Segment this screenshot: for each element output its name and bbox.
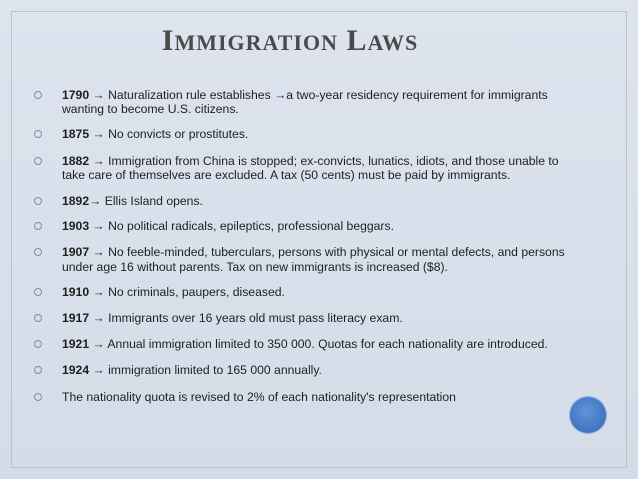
list-item-1903 <box>30 219 575 233</box>
arrow-icon: → <box>89 284 109 299</box>
item-year: 1903 <box>62 219 90 234</box>
title-part1-rest: MMIGRATION <box>174 30 339 55</box>
title-part2-rest: AWS <box>367 30 419 55</box>
item-text: immigration limited to 165 000 annually. <box>108 363 322 378</box>
title-part1-cap: I <box>161 24 175 57</box>
item-text: Immigrants over 16 years old must pass literacy exam. <box>108 311 403 326</box>
list-item-quota-revision <box>30 390 575 404</box>
list-item-1875 <box>30 127 575 141</box>
item-year: 1910 <box>62 284 90 299</box>
bullet-icon <box>34 222 42 230</box>
bullet-icon <box>34 130 42 138</box>
arrow-icon: → <box>89 311 109 326</box>
bullet-icon <box>34 288 42 296</box>
item-year: 1924 <box>62 363 90 378</box>
list-item-1882 <box>30 154 575 182</box>
list-item-1910 <box>30 285 575 299</box>
item-year: 1917 <box>62 311 90 326</box>
law-list <box>30 88 575 404</box>
item-text: Naturalization rule establishes →a two-year residency requirement for immigrants wanting to become U.S. citizens. <box>62 88 548 117</box>
arrow-icon: → <box>89 363 109 378</box>
item-year: 1921 <box>62 337 90 352</box>
list-item-1892 <box>30 194 575 208</box>
arrow-icon: → <box>89 127 109 142</box>
title-part2-cap: L <box>346 24 368 57</box>
item-text: No feeble-minded, tuberculars, persons with physical or mental defects, and persons under age 16 without parents. Tax on new immigrants is increased ($8). <box>62 245 565 274</box>
bullet-icon <box>34 91 42 99</box>
bullet-icon <box>34 157 42 165</box>
arrow-icon: → <box>89 245 109 260</box>
arrow-icon: → <box>89 88 109 102</box>
bullet-icon <box>34 340 42 348</box>
bullet-icon <box>34 393 42 401</box>
bullet-icon <box>34 197 42 205</box>
item-text: No political radicals, epileptics, professional beggars. <box>108 219 394 234</box>
item-year: 1875 <box>62 127 90 142</box>
slide-title <box>0 24 580 58</box>
bullet-icon <box>34 314 42 322</box>
list-item-1921 <box>30 337 575 351</box>
bullet-icon <box>34 366 42 374</box>
item-text: No criminals, paupers, diseased. <box>108 284 285 299</box>
arrow-icon: → <box>89 153 109 168</box>
item-text: No convicts or prostitutes. <box>108 127 249 142</box>
accent-circle-icon <box>570 397 606 433</box>
arrow-icon: → <box>89 219 109 234</box>
list-item-1924 <box>30 363 575 377</box>
item-year: 1790 <box>62 88 90 102</box>
item-year: 1882 <box>62 153 90 168</box>
item-text: Annual immigration limited to 350 000. Quotas for each nationality are introduced. <box>107 337 548 352</box>
list-item-1790 <box>30 88 575 116</box>
item-year: 1907 <box>62 245 90 260</box>
item-year: 1892 <box>62 194 90 209</box>
item-text: The nationality quota is revised to 2% of each nationality's representation <box>62 389 456 404</box>
item-text: Immigration from China is stopped; ex-convicts, lunatics, idiots, and those unable to take care of themselves are excluded. A tax (50 cents) must be paid by immigrants. <box>62 153 559 182</box>
arrow-icon: → <box>89 194 105 209</box>
list-item-1917 <box>30 311 575 325</box>
bullet-icon <box>34 248 42 256</box>
list-item-1907 <box>30 245 575 273</box>
arrow-icon: → <box>89 337 108 352</box>
item-text: Ellis Island opens. <box>104 194 203 209</box>
